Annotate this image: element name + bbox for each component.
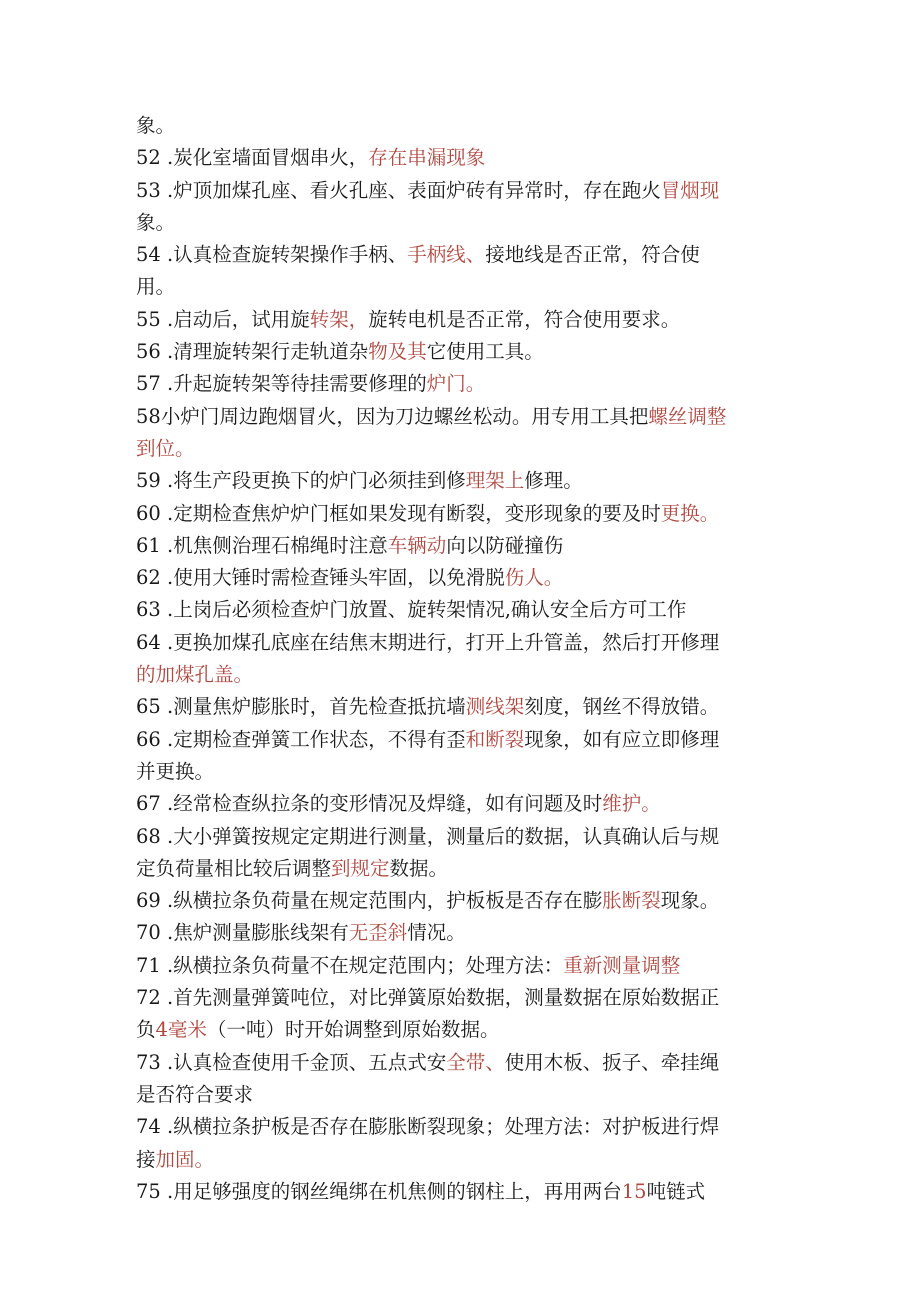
text-line (136, 304, 796, 336)
body-text: 焦炉测量膨胀线架有 (173, 921, 349, 945)
text-line (136, 1047, 796, 1079)
text-line (136, 853, 796, 885)
body-text: 大小弹簧按规定定期进行测量，测量后的数据，认真确认后与规 (173, 824, 720, 848)
text-line (136, 950, 796, 982)
body-text: 接 (136, 1147, 156, 1171)
body-text: 并更换。 (136, 759, 215, 783)
highlighted-text: 冒烟现 (660, 178, 720, 202)
body-text: 数据。 (389, 856, 449, 880)
text-line (136, 207, 796, 239)
item-number: 60 . (136, 501, 174, 525)
highlighted-text: 更换。 (660, 501, 720, 525)
body-text: 升起旋转架等待挂需要修理的 (173, 372, 427, 396)
text-line (136, 1079, 796, 1111)
body-text: 机焦侧治理石棉绳时注意 (173, 533, 388, 557)
body-text: 认真检查使用千金顶、五点式安 (173, 1050, 447, 1074)
body-text: 刻度，钢丝不得放错。 (524, 695, 720, 719)
item-number: 69 . (136, 889, 174, 913)
body-text: 纵横拉条护板是否存在膨胀断裂现象；处理方法：对护板进行焊 (173, 1115, 720, 1139)
body-text: 小炉门周边跑烟冒火，因为刀边螺丝松动。用专用工具把 (160, 404, 649, 428)
text-line (136, 175, 796, 207)
highlighted-text: 手柄线、 (407, 243, 486, 267)
highlighted-text: 测线架 (465, 695, 525, 719)
body-text: 情况。 (407, 921, 466, 945)
text-line (136, 659, 796, 691)
highlighted-text: 和断裂 (465, 727, 525, 751)
highlighted-text: 维护。 (602, 792, 661, 816)
text-line (136, 110, 796, 142)
item-number: 53 . (136, 178, 174, 202)
highlighted-text: 加固。 (155, 1147, 215, 1171)
text-line (136, 982, 796, 1014)
highlighted-text: 存在串漏现象 (368, 146, 486, 170)
text-line (136, 465, 796, 497)
text-line (136, 1111, 796, 1143)
item-number: 64 . (136, 630, 174, 654)
item-number: 52 . (136, 146, 174, 170)
body-text: 象。 (136, 114, 176, 137)
body-text: 纵横拉条负荷量在规定范围内，护板板是否存在膨 (173, 889, 603, 913)
item-number: 57 . (136, 372, 174, 396)
text-line (136, 1014, 796, 1046)
body-text: 认真检查旋转架操作手柄、 (173, 243, 408, 267)
body-text: 使用大锤时需检查锤头牢固，以免滑脱 (173, 566, 505, 590)
item-number: 71 . (136, 953, 174, 977)
body-text: 经常检查纵拉条的变形情况及焊缝，如有问题及时 (173, 792, 603, 816)
item-number: 72 . (136, 986, 174, 1010)
text-line (136, 756, 796, 788)
text-line (136, 498, 796, 530)
item-number: 70 . (136, 921, 174, 945)
body-text: 将生产段更换下的炉门必须挂到修 (173, 469, 466, 493)
highlighted-text: 转架， (309, 307, 369, 331)
item-number: 63 . (136, 598, 174, 622)
item-number: 66 . (136, 727, 174, 751)
body-text: 现象。 (660, 889, 720, 913)
body-text: 启动后，试用旋 (173, 307, 310, 331)
highlighted-text: 物及其 (368, 340, 427, 364)
body-text: 首先测量弹簧吨位，对比弹簧原始数据，测量数据在原始数据正 (173, 986, 720, 1010)
text-line (136, 1176, 796, 1208)
text-line (136, 917, 796, 949)
body-text: 定期检查焦炉炉门框如果发现有断裂，变形现象的要及时 (173, 501, 661, 525)
text-line (136, 1144, 796, 1176)
body-text: 用。 (136, 275, 176, 299)
text-line (136, 142, 796, 174)
text-line (136, 368, 796, 400)
highlighted-text: 4毫米 (155, 1018, 207, 1042)
item-number: 56 . (136, 340, 174, 364)
highlighted-text: 胀断裂 (602, 889, 661, 913)
item-number: 54 . (136, 243, 174, 267)
body-text: 炉顶加煤孔座、看火孔座、表面炉砖有异常时，存在跑火 (173, 178, 661, 202)
text-line (136, 724, 796, 756)
body-text: 旋转电机是否正常，符合使用要求。 (368, 307, 681, 331)
item-number: 62 . (136, 566, 174, 590)
item-number: 61 . (136, 533, 174, 557)
highlighted-text: 理架上 (465, 469, 525, 493)
body-text: 是否符合要求 (136, 1082, 254, 1106)
highlighted-text: 重新测量调整 (563, 953, 681, 977)
text-line (136, 239, 796, 271)
highlighted-text: 全带、 (446, 1050, 505, 1074)
item-number: 59 . (136, 469, 174, 493)
item-number: 75 . (136, 1179, 174, 1203)
body-text: 使用木板、扳子、牵挂绳 (504, 1050, 720, 1074)
highlighted-text: 无歪斜 (348, 921, 408, 945)
body-text: 现象，如有应立即修理 (524, 727, 720, 751)
body-text: 修理。 (524, 469, 583, 493)
text-line (136, 594, 796, 626)
text-line (136, 885, 796, 917)
highlighted-text: 伤人。 (504, 566, 564, 590)
body-text: （一吨）时开始调整到原始数据。 (206, 1018, 500, 1042)
body-text: 清理旋转架行走轨道杂 (173, 340, 369, 364)
text-line (136, 433, 796, 465)
item-number: 65 . (136, 695, 174, 719)
item-number: 58 (136, 404, 161, 428)
body-text: 它使用工具。 (426, 340, 544, 364)
text-line (136, 627, 796, 659)
item-number: 74 . (136, 1115, 174, 1139)
body-text: 负 (136, 1018, 156, 1042)
highlighted-text: 的加煤孔盖。 (136, 663, 254, 687)
document-body (136, 110, 796, 1208)
body-text: 象。 (136, 210, 176, 234)
body-text: 更换加煤孔底座在结焦末期进行，打开上升管盖，然后打开修理 (173, 630, 720, 654)
item-number: 67 . (136, 792, 174, 816)
item-number: 73 . (136, 1050, 174, 1074)
text-line (136, 336, 796, 368)
item-number: 68 . (136, 824, 174, 848)
text-line (136, 530, 796, 562)
highlighted-text: 15 (621, 1179, 647, 1203)
body-text: 吨链式 (646, 1179, 706, 1203)
body-text: 定负荷量相比较后调整 (136, 856, 332, 880)
text-line (136, 691, 796, 723)
body-text: 定期检查弹簧工作状态，不得有歪 (173, 727, 466, 751)
text-line (136, 562, 796, 594)
text-line (136, 788, 796, 820)
text-line (136, 271, 796, 303)
highlighted-text: 车辆动 (387, 533, 447, 557)
highlighted-text: 螺丝调整 (648, 404, 727, 428)
body-text: 接地线是否正常，符合使 (485, 243, 700, 267)
text-line (136, 401, 796, 433)
body-text: 测量焦炉膨胀时，首先检查抵抗墙 (173, 695, 466, 719)
body-text: 上岗后必须检查炉门放置、旋转架情况,确认安全后方可工作 (173, 598, 687, 622)
highlighted-text: 到位。 (136, 436, 195, 460)
body-text: 向以防碰撞伤 (446, 533, 564, 557)
body-text: 炭化室墙面冒烟串火， (173, 146, 369, 170)
text-line (136, 821, 796, 853)
highlighted-text: 到规定 (331, 856, 390, 880)
body-text: 用足够强度的钢丝绳绑在机焦侧的钢柱上，再用两台 (173, 1179, 622, 1203)
body-text: 纵横拉条负荷量不在规定范围内；处理方法： (173, 953, 564, 977)
item-number: 55 . (136, 307, 174, 331)
highlighted-text: 炉门。 (426, 372, 486, 396)
